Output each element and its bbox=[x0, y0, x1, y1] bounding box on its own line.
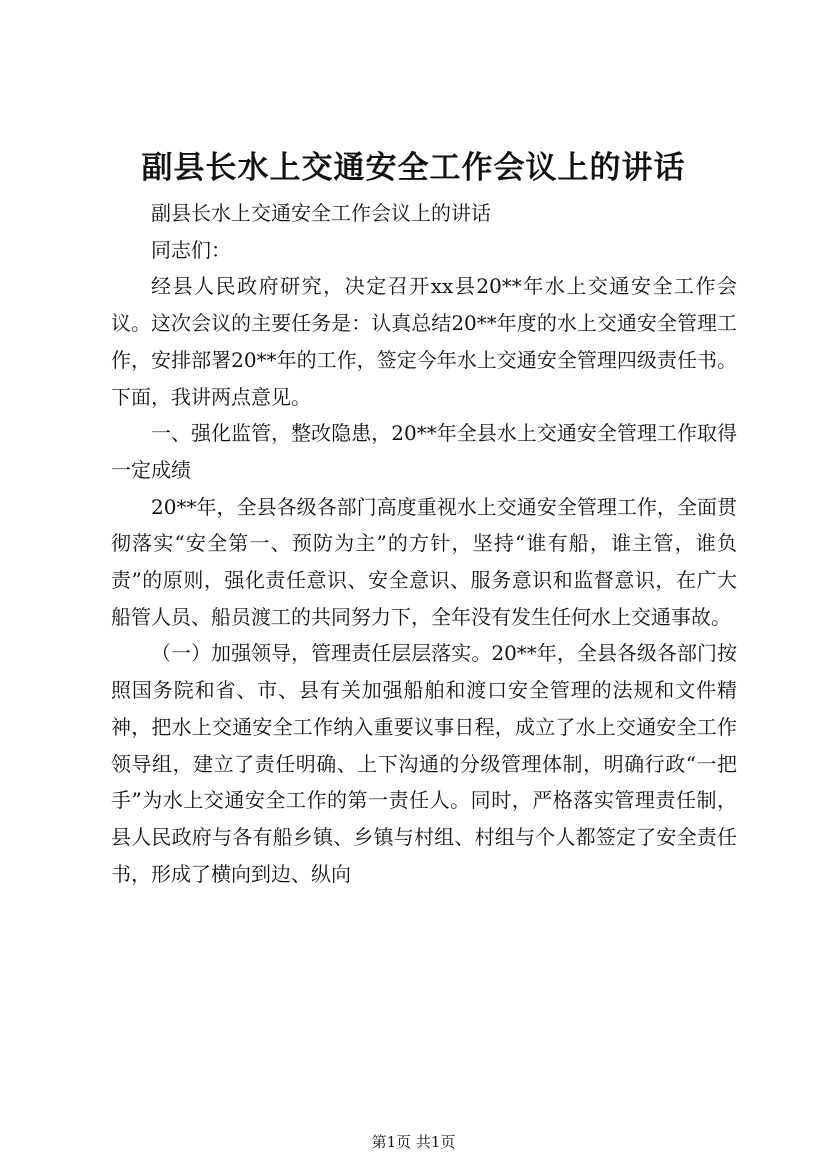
document-body bbox=[111, 195, 737, 892]
paragraph-leadership: （一）加强领导，管理责任层层落实。20**年，全县各级各部门按照国务院和省、市、县有关加强船舶和渡口安全管理的法规和文件精神，把水上交通安全工作纳入重要议事日程，成立了水上交通安全工作领导组，建立了责任明确、上下沟通的分级管理体制，明确行政“一把手”为水上交通安全工作的第一责任人。同时，严格落实管理责任制，县人民政府与各有船乡镇、乡镇与村组、村组与个人都签定了安全责任书，形成了横向到边、纵向 bbox=[111, 641, 737, 886]
page-footer: 第1页 共1页 bbox=[371, 1133, 456, 1151]
paragraph-summary: 20**年，全县各级各部门高度重视水上交通安全管理工作，全面贯彻落实“安全第一、预防为主”的方针，坚持“谁有船，谁主管，谁负责”的原则，强化责任意识、安全意识、服务意识和监督意识，在广大船管人员、船员渡工的共同努力下，全年没有发生任何水上交通事故。 bbox=[111, 494, 737, 629]
paragraph-subtitle: 副县长水上交通安全工作会议上的讲话 bbox=[151, 201, 491, 225]
section-heading-1: 一、强化监管，整改隐患，20**年全县水上交通安全管理工作取得一定成绩 bbox=[111, 421, 737, 482]
document-title: 副县长水上交通安全工作会议上的讲话 bbox=[141, 150, 686, 186]
paragraph-salutation: 同志们： bbox=[151, 237, 231, 262]
paragraph-intro: 经县人民政府研究，决定召开xx县20**年水上交通安全工作会议。这次会议的主要任务是：认真总结20**年度的水上交通安全管理工作，安排部署20**年的工作，签定今年水上交通安全管理四级责任书。下面，我讲两点意见。 bbox=[111, 274, 737, 409]
